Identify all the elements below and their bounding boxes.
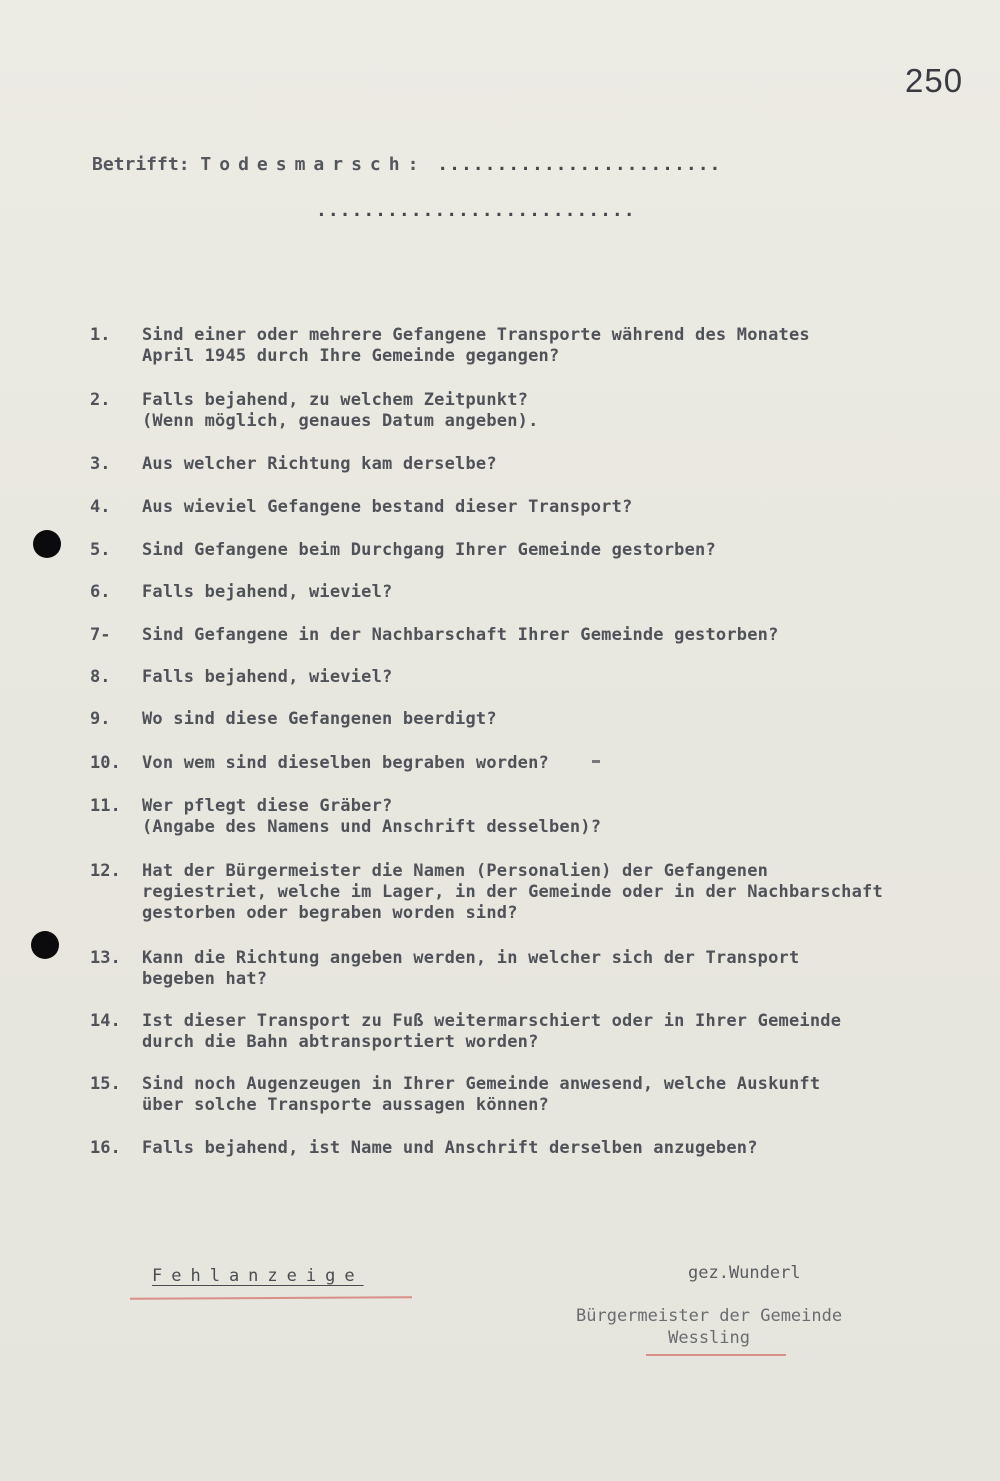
question-text: Von wem sind dieselben begraben worden? xyxy=(142,753,549,773)
question-text: Aus wieviel Gefangene bestand dieser Transport? xyxy=(142,497,633,517)
question-text: Wer pflegt diese Gräber? (Angabe des Namens und Anschrift desselben)? xyxy=(142,796,602,837)
question-text: Sind noch Augenzeugen in Ihrer Gemeinde anwesend, welche Auskunft über solche Transporte aussagen können? xyxy=(142,1074,821,1115)
question-number: 10. xyxy=(90,753,121,773)
question-number: 6. xyxy=(90,582,111,602)
subject-line xyxy=(92,154,721,175)
question-text: Ist dieser Transport zu Fuß weitermarschiert oder in Ihrer Gemeinde durch die Bahn abtransportiert worden? xyxy=(142,1011,842,1052)
red-underline xyxy=(646,1354,786,1356)
question-number: 2. xyxy=(90,390,111,410)
red-underline xyxy=(130,1296,412,1299)
mayor-line-2: Wessling xyxy=(668,1328,750,1348)
subject-label: Betrifft: xyxy=(92,154,190,175)
question-text: Kann die Richtung angeben werden, in welcher sich der Transport begeben hat? xyxy=(142,948,800,989)
question-text: Falls bejahend, wieviel? xyxy=(142,667,393,687)
page-number: 250 xyxy=(905,62,964,99)
question-number: 7- xyxy=(90,625,111,645)
fehlanzeige-note: Fehlanzeige xyxy=(152,1266,364,1286)
subject-dots: ........................ xyxy=(437,154,722,175)
question-text: Aus welcher Richtung kam derselbe? xyxy=(142,454,497,474)
question-text: Falls bejahend, wieviel? xyxy=(142,582,393,602)
punch-hole xyxy=(31,931,59,959)
mayor-line-1: Bürgermeister der Gemeinde xyxy=(576,1306,843,1326)
question-number: 1. xyxy=(90,325,111,345)
question-number: 12. xyxy=(90,861,121,881)
question-text: Sind Gefangene beim Durchgang Ihrer Gemeinde gestorben? xyxy=(142,540,716,560)
question-number: 8. xyxy=(90,667,111,687)
margin-mark xyxy=(592,760,600,763)
signature-line: gez.Wunderl xyxy=(688,1263,801,1283)
question-number: 4. xyxy=(90,497,111,517)
question-text: Falls bejahend, zu welchem Zeitpunkt? (Wenn möglich, genaues Datum angeben). xyxy=(142,390,539,431)
question-number: 11. xyxy=(90,796,121,816)
question-number: 16. xyxy=(90,1138,121,1158)
question-text: Wo sind diese Gefangenen beerdigt? xyxy=(142,709,497,729)
question-number: 15. xyxy=(90,1074,121,1094)
question-number: 5. xyxy=(90,540,111,560)
question-number: 13. xyxy=(90,948,121,968)
question-number: 9. xyxy=(90,709,111,729)
subject-title: Todesmarsch: xyxy=(200,154,427,175)
question-number: 14. xyxy=(90,1011,121,1031)
question-text: Hat der Bürgermeister die Namen (Personalien) der Gefangenen regiestriet, welche im Lager, in der Gemeinde oder in der Nachbarschaft gestorben oder begraben worden sind? xyxy=(142,861,883,923)
mayor-title xyxy=(576,1305,842,1349)
punch-hole xyxy=(33,530,61,558)
question-text: Falls bejahend, ist Name und Anschrift derselben anzugeben? xyxy=(142,1138,758,1158)
subject-dots-line: ........................... xyxy=(316,200,636,221)
question-text: Sind Gefangene in der Nachbarschaft Ihrer Gemeinde gestorben? xyxy=(142,625,779,645)
question-number: 3. xyxy=(90,454,111,474)
question-text: Sind einer oder mehrere Gefangene Transporte während des Monates April 1945 durch Ihre Gemeinde gegangen? xyxy=(142,325,810,366)
